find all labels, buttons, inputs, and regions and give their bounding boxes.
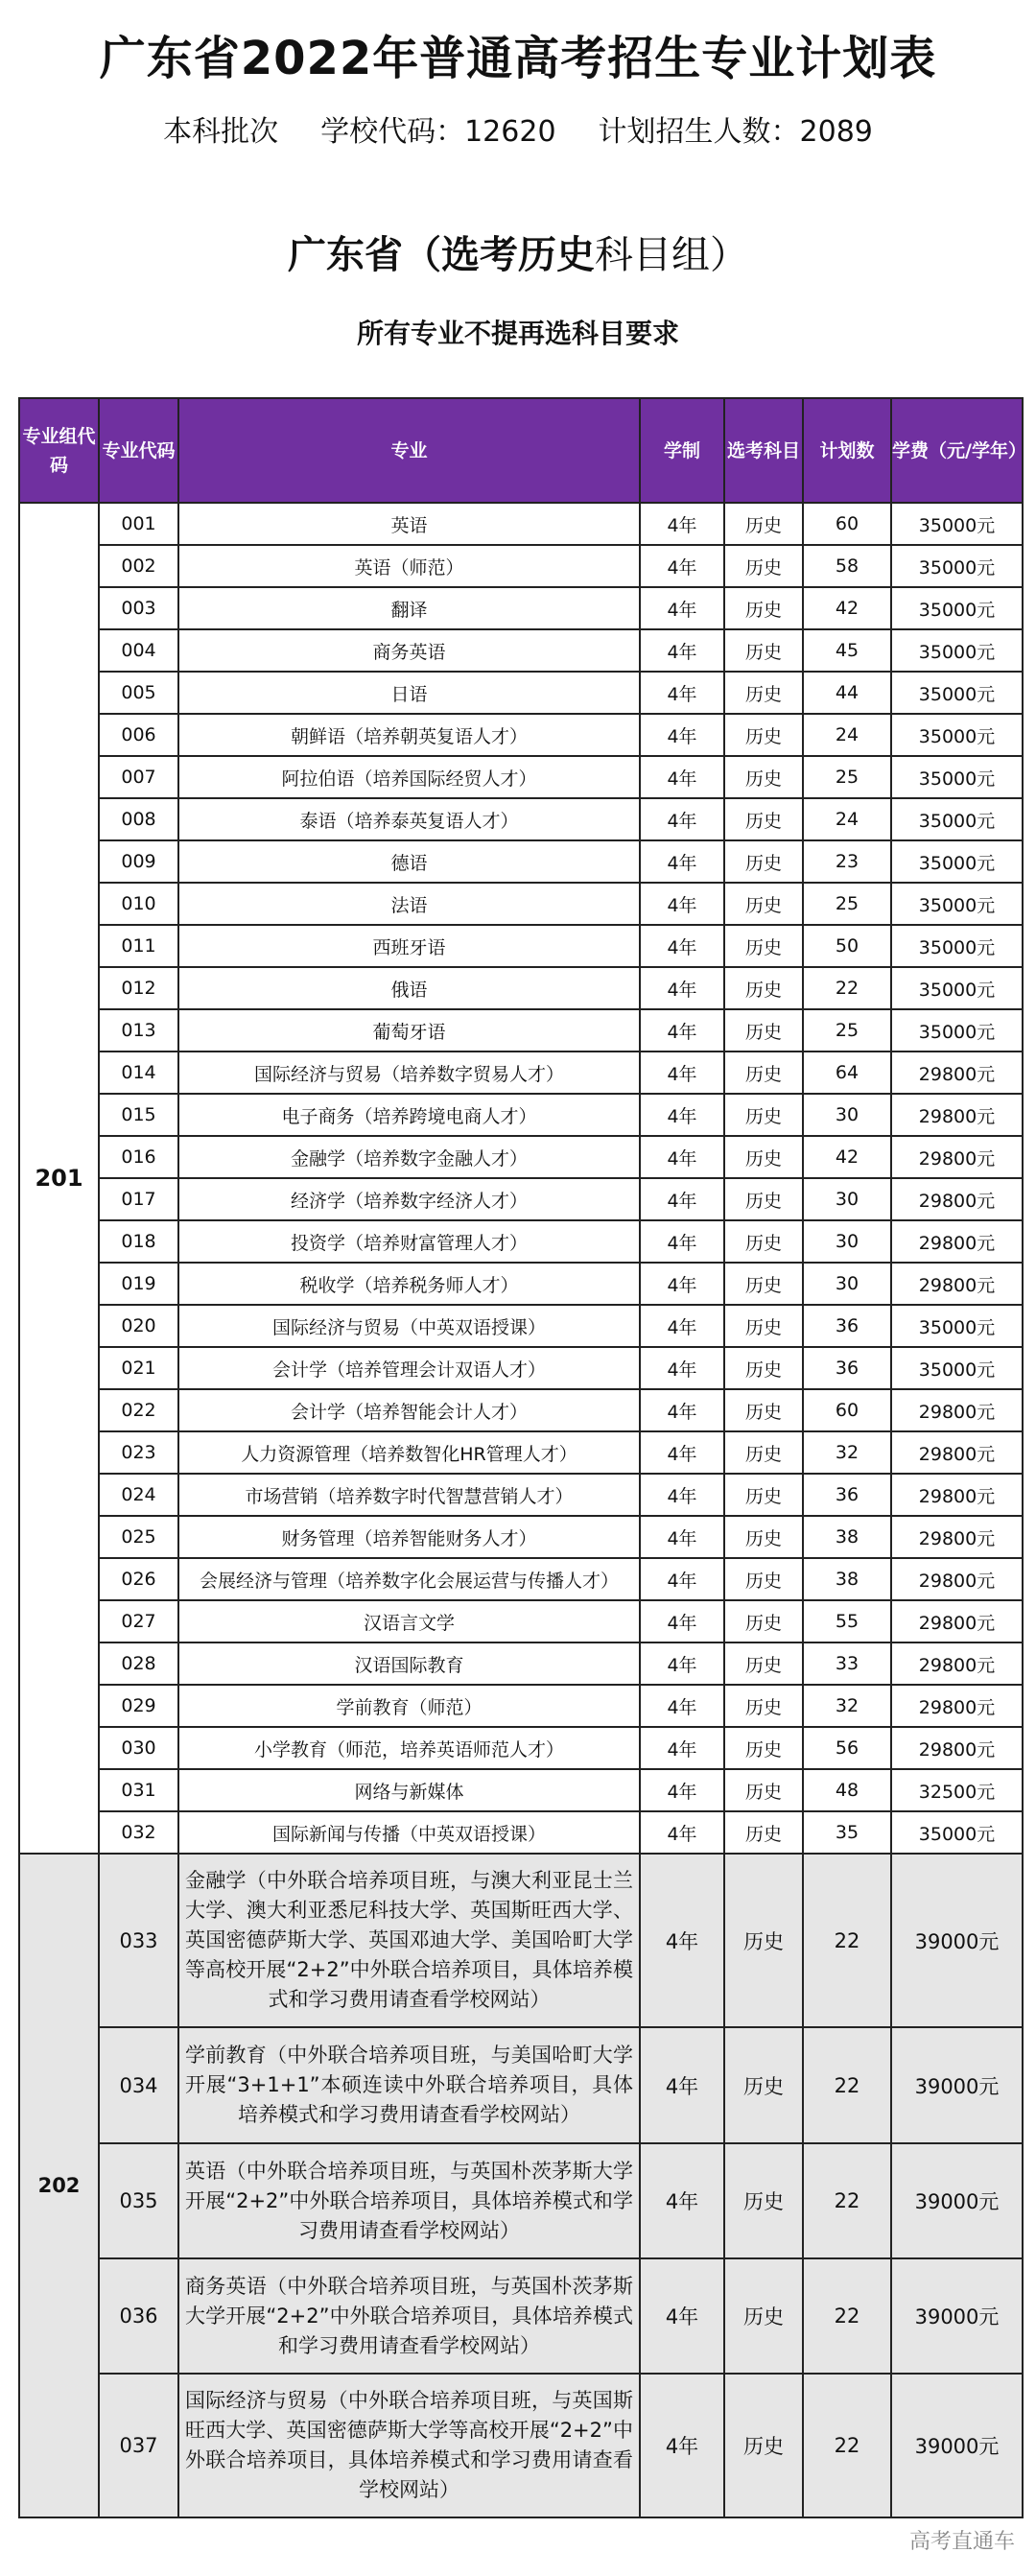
cell-plan-count: 22 bbox=[803, 2258, 891, 2374]
cell-tuition: 29800元 bbox=[891, 1136, 1023, 1178]
cell-tuition: 29800元 bbox=[891, 1516, 1023, 1558]
cell-major: 财务管理（培养智能财务人才） bbox=[178, 1516, 640, 1558]
table-row bbox=[19, 1600, 1023, 1642]
cell-major: 法语 bbox=[178, 883, 640, 925]
table-row bbox=[19, 1642, 1023, 1685]
cell-major-code: 016 bbox=[99, 1136, 178, 1178]
cell-tuition: 39000元 bbox=[891, 2143, 1023, 2258]
cell-tuition: 35000元 bbox=[891, 967, 1023, 1009]
cell-major: 人力资源管理（培养数智化HR管理人才） bbox=[178, 1431, 640, 1474]
cell-major-code: 003 bbox=[99, 587, 178, 629]
cell-major-code: 025 bbox=[99, 1516, 178, 1558]
cell-major-code: 001 bbox=[99, 503, 178, 545]
table-row bbox=[19, 629, 1023, 672]
cell-major: 英语（中外联合培养项目班，与英国朴茨茅斯大学开展“2+2”中外联合培养项目，具体培养模式和学习费用请查看学校网站） bbox=[178, 2143, 640, 2258]
cell-duration: 4年 bbox=[640, 1009, 724, 1052]
cell-major: 葡萄牙语 bbox=[178, 1009, 640, 1052]
cell-subject: 历史 bbox=[724, 503, 803, 545]
cell-major-code: 017 bbox=[99, 1178, 178, 1220]
table-row bbox=[19, 1769, 1023, 1811]
cell-plan-count: 32 bbox=[803, 1685, 891, 1727]
cell-plan-count: 23 bbox=[803, 840, 891, 883]
cell-major: 德语 bbox=[178, 840, 640, 883]
cell-tuition: 35000元 bbox=[891, 545, 1023, 587]
cell-subject: 历史 bbox=[724, 883, 803, 925]
cell-tuition: 29800元 bbox=[891, 1431, 1023, 1474]
cell-major: 商务英语（中外联合培养项目班，与英国朴茨茅斯大学开展“2+2”中外联合培养项目，具体培养模式和学习费用请查看学校网站） bbox=[178, 2258, 640, 2374]
cell-major-code: 013 bbox=[99, 1009, 178, 1052]
cell-subject: 历史 bbox=[724, 1431, 803, 1474]
cell-tuition: 39000元 bbox=[891, 2374, 1023, 2517]
table-row bbox=[19, 1136, 1023, 1178]
cell-major-code: 028 bbox=[99, 1642, 178, 1685]
cell-plan-count: 35 bbox=[803, 1811, 891, 1854]
cell-duration: 4年 bbox=[640, 2143, 724, 2258]
cell-plan-count: 25 bbox=[803, 1009, 891, 1052]
cell-duration: 4年 bbox=[640, 840, 724, 883]
cell-tuition: 39000元 bbox=[891, 2027, 1023, 2143]
cell-major-code: 004 bbox=[99, 629, 178, 672]
cell-major-code: 020 bbox=[99, 1305, 178, 1347]
cell-duration: 4年 bbox=[640, 883, 724, 925]
cell-subject: 历史 bbox=[724, 1558, 803, 1600]
table-row bbox=[19, 1094, 1023, 1136]
cell-plan-count: 50 bbox=[803, 925, 891, 967]
table-row bbox=[19, 2258, 1023, 2374]
cell-major: 汉语国际教育 bbox=[178, 1642, 640, 1685]
cell-tuition: 35000元 bbox=[891, 1009, 1023, 1052]
cell-major: 学前教育（中外联合培养项目班，与美国哈町大学开展“3+1+1”本硕连读中外联合培养项目，具体培养模式和学习费用请查看学校网站） bbox=[178, 2027, 640, 2143]
cell-duration: 4年 bbox=[640, 1136, 724, 1178]
cell-plan-count: 24 bbox=[803, 798, 891, 840]
table-row bbox=[19, 883, 1023, 925]
table-row bbox=[19, 1558, 1023, 1600]
cell-duration: 4年 bbox=[640, 503, 724, 545]
cell-major-code: 023 bbox=[99, 1431, 178, 1474]
cell-duration: 4年 bbox=[640, 545, 724, 587]
table-row bbox=[19, 1389, 1023, 1431]
cell-duration: 4年 bbox=[640, 587, 724, 629]
cell-major: 汉语言文学 bbox=[178, 1600, 640, 1642]
cell-major: 电子商务（培养跨境电商人才） bbox=[178, 1094, 640, 1136]
cell-tuition: 29800元 bbox=[891, 1642, 1023, 1685]
table-row bbox=[19, 1431, 1023, 1474]
cell-major: 经济学（培养数字经济人才） bbox=[178, 1178, 640, 1220]
cell-major-code: 021 bbox=[99, 1347, 178, 1389]
cell-major: 会展经济与管理（培养数字化会展运营与传播人才） bbox=[178, 1558, 640, 1600]
header-plan-count: 计划数 bbox=[803, 398, 891, 503]
table-row bbox=[19, 2027, 1023, 2143]
cell-plan-count: 30 bbox=[803, 1220, 891, 1263]
table-row bbox=[19, 840, 1023, 883]
table-row bbox=[19, 1811, 1023, 1854]
cell-major-code: 032 bbox=[99, 1811, 178, 1854]
cell-plan-count: 38 bbox=[803, 1516, 891, 1558]
cell-plan-count: 25 bbox=[803, 883, 891, 925]
cell-plan-count: 36 bbox=[803, 1305, 891, 1347]
cell-subject: 历史 bbox=[724, 1685, 803, 1727]
requirement-note: 所有专业不提再选科目要求 bbox=[356, 318, 679, 349]
cell-tuition: 29800元 bbox=[891, 1474, 1023, 1516]
cell-tuition: 35000元 bbox=[891, 1347, 1023, 1389]
cell-duration: 4年 bbox=[640, 967, 724, 1009]
table-row bbox=[19, 798, 1023, 840]
cell-duration: 4年 bbox=[640, 1642, 724, 1685]
cell-subject: 历史 bbox=[724, 587, 803, 629]
section-pre: 广东省（选考 bbox=[288, 233, 518, 277]
cell-major: 国际经济与贸易（中外联合培养项目班，与英国斯旺西大学、英国密德萨斯大学等高校开展“2+2”中外联合培养项目，具体培养模式和学习费用请查看学校网站） bbox=[178, 2374, 640, 2517]
group-code-cell: 202 bbox=[19, 1854, 99, 2517]
cell-tuition: 29800元 bbox=[891, 1052, 1023, 1094]
cell-subject: 历史 bbox=[724, 1305, 803, 1347]
cell-duration: 4年 bbox=[640, 756, 724, 798]
cell-plan-count: 30 bbox=[803, 1094, 891, 1136]
cell-major-code: 019 bbox=[99, 1263, 178, 1305]
cell-tuition: 35000元 bbox=[891, 798, 1023, 840]
cell-plan-count: 38 bbox=[803, 1558, 891, 1600]
table-row bbox=[19, 1685, 1023, 1727]
cell-plan-count: 22 bbox=[803, 2374, 891, 2517]
cell-duration: 4年 bbox=[640, 1389, 724, 1431]
cell-major: 金融学（培养数字金融人才） bbox=[178, 1136, 640, 1178]
cell-major: 朝鲜语（培养朝英复语人才） bbox=[178, 714, 640, 756]
cell-tuition: 29800元 bbox=[891, 1178, 1023, 1220]
cell-duration: 4年 bbox=[640, 1094, 724, 1136]
cell-tuition: 29800元 bbox=[891, 1727, 1023, 1769]
cell-major: 日语 bbox=[178, 672, 640, 714]
table-row bbox=[19, 925, 1023, 967]
cell-major: 国际经济与贸易（中英双语授课） bbox=[178, 1305, 640, 1347]
cell-major-code: 018 bbox=[99, 1220, 178, 1263]
table-row bbox=[19, 1009, 1023, 1052]
cell-subject: 历史 bbox=[724, 1642, 803, 1685]
cell-plan-count: 30 bbox=[803, 1178, 891, 1220]
cell-duration: 4年 bbox=[640, 1263, 724, 1305]
cell-major-code: 010 bbox=[99, 883, 178, 925]
cell-tuition: 35000元 bbox=[891, 883, 1023, 925]
cell-tuition: 35000元 bbox=[891, 587, 1023, 629]
cell-subject: 历史 bbox=[724, 2374, 803, 2517]
cell-subject: 历史 bbox=[724, 1474, 803, 1516]
table-row bbox=[19, 714, 1023, 756]
cell-major-code: 005 bbox=[99, 672, 178, 714]
cell-major-code: 002 bbox=[99, 545, 178, 587]
cell-subject: 历史 bbox=[724, 545, 803, 587]
cell-major-code: 007 bbox=[99, 756, 178, 798]
cell-plan-count: 22 bbox=[803, 2143, 891, 2258]
cell-duration: 4年 bbox=[640, 672, 724, 714]
header-subject: 选考科目 bbox=[724, 398, 803, 503]
cell-tuition: 39000元 bbox=[891, 2258, 1023, 2374]
cell-subject: 历史 bbox=[724, 1009, 803, 1052]
cell-tuition: 35000元 bbox=[891, 925, 1023, 967]
table-row bbox=[19, 1516, 1023, 1558]
cell-subject: 历史 bbox=[724, 1178, 803, 1220]
watermark: 高考直通车 bbox=[908, 2530, 1015, 2554]
table-row bbox=[19, 1220, 1023, 1263]
table-row bbox=[19, 1474, 1023, 1516]
cell-duration: 4年 bbox=[640, 1811, 724, 1854]
cell-tuition: 29800元 bbox=[891, 1600, 1023, 1642]
cell-tuition: 29800元 bbox=[891, 1558, 1023, 1600]
cell-major: 英语 bbox=[178, 503, 640, 545]
cell-plan-count: 24 bbox=[803, 714, 891, 756]
school-code: 学校代码：12620 bbox=[320, 115, 556, 149]
cell-major-code: 014 bbox=[99, 1052, 178, 1094]
cell-tuition: 35000元 bbox=[891, 714, 1023, 756]
cell-major-code: 008 bbox=[99, 798, 178, 840]
group-code-cell: 201 bbox=[19, 503, 99, 1854]
cell-plan-count: 22 bbox=[803, 1854, 891, 2027]
cell-duration: 4年 bbox=[640, 2027, 724, 2143]
cell-plan-count: 36 bbox=[803, 1474, 891, 1516]
cell-tuition: 29800元 bbox=[891, 1389, 1023, 1431]
cell-duration: 4年 bbox=[640, 1600, 724, 1642]
cell-duration: 4年 bbox=[640, 1305, 724, 1347]
cell-duration: 4年 bbox=[640, 2374, 724, 2517]
cell-subject: 历史 bbox=[724, 925, 803, 967]
cell-plan-count: 60 bbox=[803, 1389, 891, 1431]
cell-plan-count: 42 bbox=[803, 1136, 891, 1178]
cell-plan-count: 55 bbox=[803, 1600, 891, 1642]
cell-major-code: 031 bbox=[99, 1769, 178, 1811]
cell-major: 学前教育（师范） bbox=[178, 1685, 640, 1727]
table-row bbox=[19, 2143, 1023, 2258]
cell-subject: 历史 bbox=[724, 1854, 803, 2027]
cell-subject: 历史 bbox=[724, 1220, 803, 1263]
cell-major: 小学教育（师范，培养英语师范人才） bbox=[178, 1727, 640, 1769]
cell-duration: 4年 bbox=[640, 1685, 724, 1727]
cell-plan-count: 33 bbox=[803, 1642, 891, 1685]
subtitle bbox=[0, 107, 1036, 150]
cell-major: 国际经济与贸易（培养数字贸易人才） bbox=[178, 1052, 640, 1094]
cell-subject: 历史 bbox=[724, 2027, 803, 2143]
cell-duration: 4年 bbox=[640, 1558, 724, 1600]
cell-tuition: 35000元 bbox=[891, 503, 1023, 545]
cell-major: 阿拉伯语（培养国际经贸人才） bbox=[178, 756, 640, 798]
cell-duration: 4年 bbox=[640, 1727, 724, 1769]
cell-duration: 4年 bbox=[640, 798, 724, 840]
table-row bbox=[19, 1052, 1023, 1094]
cell-major-code: 035 bbox=[99, 2143, 178, 2258]
cell-major: 市场营销（培养数字时代智慧营销人才） bbox=[178, 1474, 640, 1516]
cell-plan-count: 42 bbox=[803, 587, 891, 629]
cell-duration: 4年 bbox=[640, 1178, 724, 1220]
cell-major-code: 024 bbox=[99, 1474, 178, 1516]
cell-major-code: 009 bbox=[99, 840, 178, 883]
cell-tuition: 32500元 bbox=[891, 1769, 1023, 1811]
table-row bbox=[19, 967, 1023, 1009]
cell-duration: 4年 bbox=[640, 925, 724, 967]
cell-major-code: 011 bbox=[99, 925, 178, 967]
cell-duration: 4年 bbox=[640, 1347, 724, 1389]
enrollment-plan-table bbox=[18, 397, 1024, 2518]
cell-duration: 4年 bbox=[640, 2258, 724, 2374]
cell-duration: 4年 bbox=[640, 1052, 724, 1094]
section-subject: 历史 bbox=[518, 233, 595, 277]
cell-plan-count: 36 bbox=[803, 1347, 891, 1389]
header-group-code: 专业组代码 bbox=[19, 398, 99, 503]
cell-tuition: 35000元 bbox=[891, 1811, 1023, 1854]
cell-subject: 历史 bbox=[724, 840, 803, 883]
cell-major: 会计学（培养管理会计双语人才） bbox=[178, 1347, 640, 1389]
cell-major-code: 015 bbox=[99, 1094, 178, 1136]
section-post: 科目组） bbox=[595, 233, 748, 277]
cell-tuition: 29800元 bbox=[891, 1263, 1023, 1305]
cell-duration: 4年 bbox=[640, 1769, 724, 1811]
cell-subject: 历史 bbox=[724, 2258, 803, 2374]
cell-duration: 4年 bbox=[640, 1431, 724, 1474]
cell-subject: 历史 bbox=[724, 1769, 803, 1811]
cell-duration: 4年 bbox=[640, 1220, 724, 1263]
cell-major: 泰语（培养泰英复语人才） bbox=[178, 798, 640, 840]
cell-major-code: 022 bbox=[99, 1389, 178, 1431]
cell-duration: 4年 bbox=[640, 629, 724, 672]
header-major: 专业 bbox=[178, 398, 640, 503]
cell-tuition: 35000元 bbox=[891, 1305, 1023, 1347]
cell-major-code: 012 bbox=[99, 967, 178, 1009]
cell-tuition: 39000元 bbox=[891, 1854, 1023, 2027]
cell-major-code: 030 bbox=[99, 1727, 178, 1769]
cell-major: 翻译 bbox=[178, 587, 640, 629]
table-row bbox=[19, 1727, 1023, 1769]
cell-major-code: 034 bbox=[99, 2027, 178, 2143]
table-row bbox=[19, 2374, 1023, 2517]
cell-plan-count: 64 bbox=[803, 1052, 891, 1094]
table-header bbox=[19, 398, 1023, 503]
page-title: 广东省2022年普通高考招生专业计划表 bbox=[99, 32, 937, 85]
cell-plan-count: 32 bbox=[803, 1431, 891, 1474]
cell-major: 商务英语 bbox=[178, 629, 640, 672]
cell-plan-count: 45 bbox=[803, 629, 891, 672]
cell-major: 投资学（培养财富管理人才） bbox=[178, 1220, 640, 1263]
header-tuition: 学费（元/学年） bbox=[891, 398, 1023, 503]
cell-plan-count: 60 bbox=[803, 503, 891, 545]
table-row bbox=[19, 1178, 1023, 1220]
cell-major: 国际新闻与传播（中英双语授课） bbox=[178, 1811, 640, 1854]
cell-subject: 历史 bbox=[724, 1516, 803, 1558]
cell-major-code: 033 bbox=[99, 1854, 178, 2027]
table-row bbox=[19, 672, 1023, 714]
cell-plan-count: 22 bbox=[803, 2027, 891, 2143]
cell-major: 金融学（中外联合培养项目班，与澳大利亚昆士兰大学、澳大利亚悉尼科技大学、英国斯旺西大学、英国密德萨斯大学、英国邓迪大学、美国哈町大学等高校开展“2+2”中外联合培养项目，具体培养模式和学习费用请查看学校网站） bbox=[178, 1854, 640, 2027]
cell-duration: 4年 bbox=[640, 714, 724, 756]
cell-major-code: 027 bbox=[99, 1600, 178, 1642]
cell-subject: 历史 bbox=[724, 1811, 803, 1854]
cell-tuition: 29800元 bbox=[891, 1220, 1023, 1263]
header-major-code: 专业代码 bbox=[99, 398, 178, 503]
cell-major: 西班牙语 bbox=[178, 925, 640, 967]
table-row bbox=[19, 1305, 1023, 1347]
cell-subject: 历史 bbox=[724, 1094, 803, 1136]
cell-subject: 历史 bbox=[724, 1389, 803, 1431]
table-row bbox=[19, 1263, 1023, 1305]
cell-plan-count: 25 bbox=[803, 756, 891, 798]
table-row bbox=[19, 587, 1023, 629]
cell-plan-count: 56 bbox=[803, 1727, 891, 1769]
cell-plan-count: 44 bbox=[803, 672, 891, 714]
cell-duration: 4年 bbox=[640, 1474, 724, 1516]
cell-subject: 历史 bbox=[724, 672, 803, 714]
cell-subject: 历史 bbox=[724, 714, 803, 756]
cell-tuition: 29800元 bbox=[891, 1094, 1023, 1136]
cell-tuition: 29800元 bbox=[891, 1685, 1023, 1727]
cell-subject: 历史 bbox=[724, 1263, 803, 1305]
cell-tuition: 35000元 bbox=[891, 672, 1023, 714]
cell-major: 网络与新媒体 bbox=[178, 1769, 640, 1811]
table-row bbox=[19, 503, 1023, 545]
cell-plan-count: 48 bbox=[803, 1769, 891, 1811]
table-row bbox=[19, 1347, 1023, 1389]
cell-subject: 历史 bbox=[724, 1347, 803, 1389]
header-duration: 学制 bbox=[640, 398, 724, 503]
cell-plan-count: 22 bbox=[803, 967, 891, 1009]
cell-major-code: 037 bbox=[99, 2374, 178, 2517]
cell-major-code: 026 bbox=[99, 1558, 178, 1600]
cell-tuition: 35000元 bbox=[891, 840, 1023, 883]
cell-duration: 4年 bbox=[640, 1516, 724, 1558]
cell-subject: 历史 bbox=[724, 1052, 803, 1094]
cell-subject: 历史 bbox=[724, 629, 803, 672]
cell-subject: 历史 bbox=[724, 1136, 803, 1178]
cell-plan-count: 30 bbox=[803, 1263, 891, 1305]
cell-subject: 历史 bbox=[724, 1600, 803, 1642]
cell-tuition: 35000元 bbox=[891, 629, 1023, 672]
plan-total: 计划招生人数：2089 bbox=[598, 115, 873, 149]
cell-subject: 历史 bbox=[724, 2143, 803, 2258]
cell-subject: 历史 bbox=[724, 967, 803, 1009]
cell-tuition: 35000元 bbox=[891, 756, 1023, 798]
cell-major: 英语（师范） bbox=[178, 545, 640, 587]
cell-plan-count: 58 bbox=[803, 545, 891, 587]
cell-subject: 历史 bbox=[724, 756, 803, 798]
table-row bbox=[19, 1854, 1023, 2027]
cell-major-code: 006 bbox=[99, 714, 178, 756]
cell-subject: 历史 bbox=[724, 1727, 803, 1769]
cell-major-code: 036 bbox=[99, 2258, 178, 2374]
cell-subject: 历史 bbox=[724, 798, 803, 840]
cell-major: 税收学（培养税务师人才） bbox=[178, 1263, 640, 1305]
section-heading bbox=[0, 225, 1036, 279]
cell-major: 俄语 bbox=[178, 967, 640, 1009]
table-row bbox=[19, 756, 1023, 798]
cell-duration: 4年 bbox=[640, 1854, 724, 2027]
batch: 本科批次 bbox=[163, 115, 279, 149]
cell-major: 会计学（培养智能会计人才） bbox=[178, 1389, 640, 1431]
table-row bbox=[19, 545, 1023, 587]
cell-major-code: 029 bbox=[99, 1685, 178, 1727]
